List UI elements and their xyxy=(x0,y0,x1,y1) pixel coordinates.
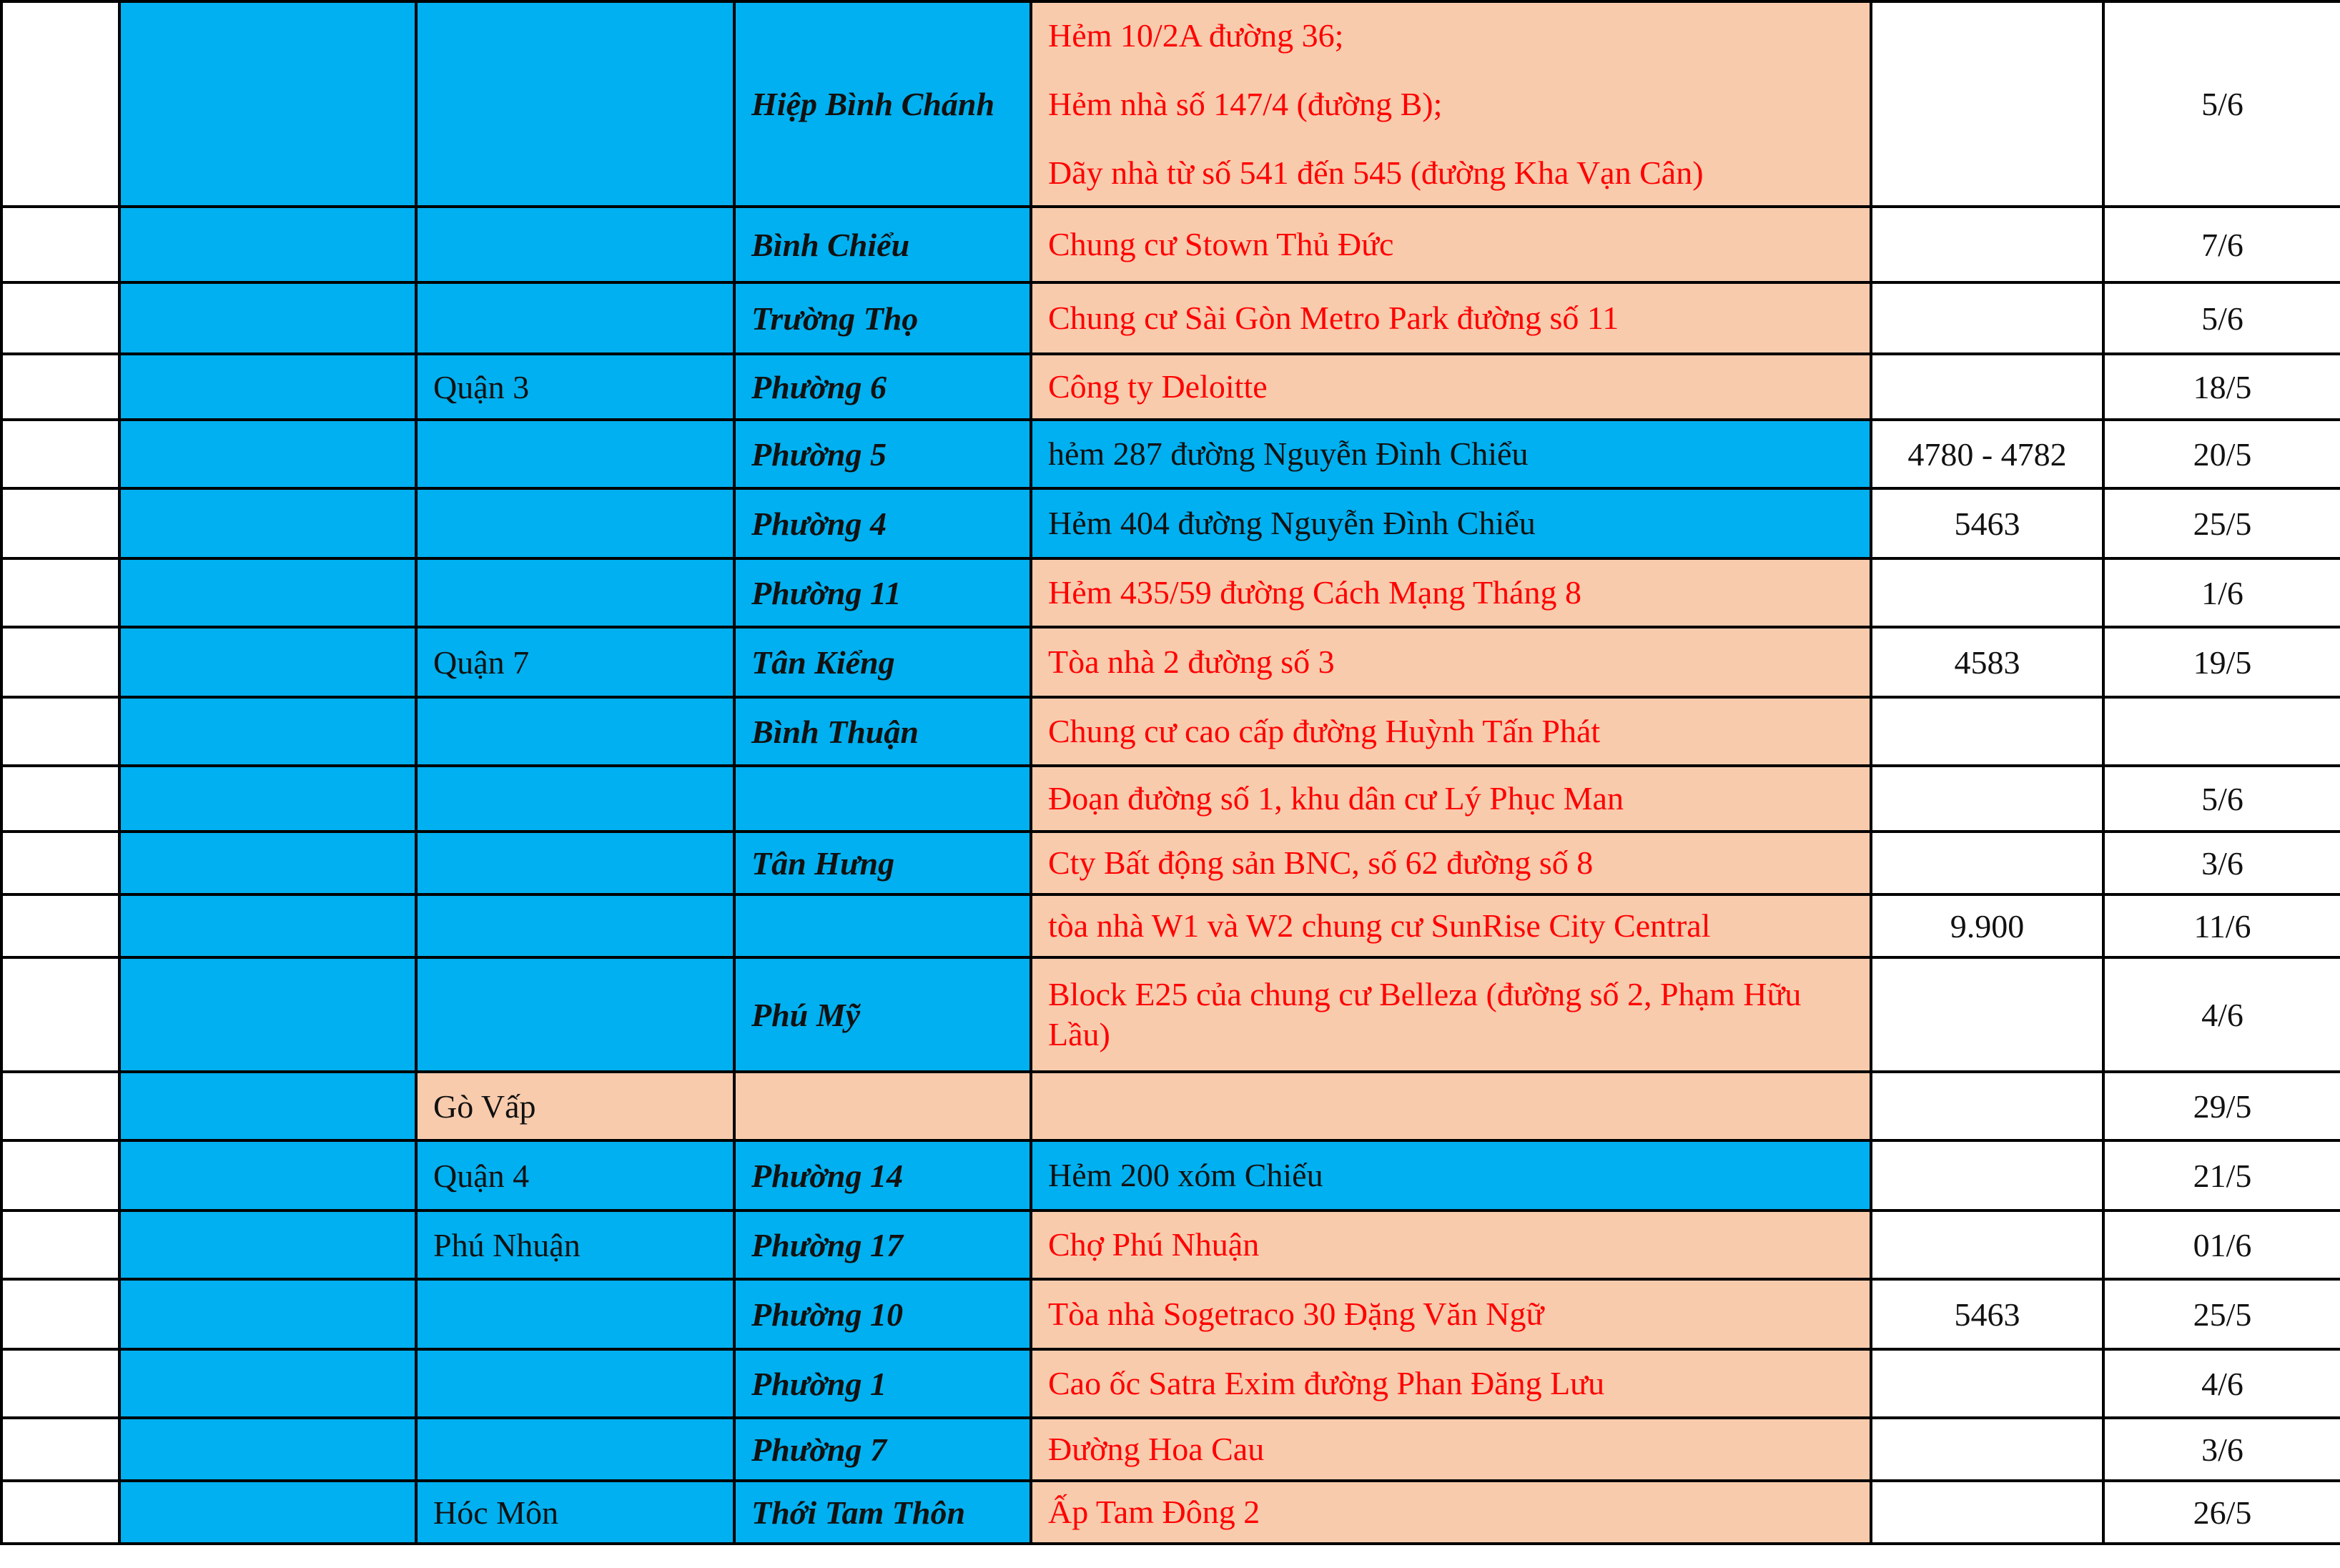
address-cell xyxy=(1031,1481,1871,1544)
date-cell: 1/6 xyxy=(2103,558,2340,627)
province-cell xyxy=(119,697,416,766)
index-cell xyxy=(1,957,119,1072)
address-cell xyxy=(1031,354,1871,420)
date-cell: 29/5 xyxy=(2103,1072,2340,1140)
district-cell xyxy=(416,420,734,488)
address-line: Đoạn đường số 1, khu dân cư Lý Phục Man xyxy=(1048,780,1624,817)
table-row xyxy=(1,1072,2340,1140)
address-cell xyxy=(1031,207,1871,282)
index-cell xyxy=(1,1072,119,1140)
date-cell: 3/6 xyxy=(2103,832,2340,894)
district-cell xyxy=(416,697,734,766)
index-cell xyxy=(1,1140,119,1210)
address-cell xyxy=(1031,894,1871,957)
table-row xyxy=(1,207,2340,282)
address-cell xyxy=(1031,282,1871,354)
province-cell xyxy=(119,1481,416,1544)
case-number-cell xyxy=(1871,282,2103,354)
district-cell xyxy=(416,1,734,207)
date-cell: 5/6 xyxy=(2103,1,2340,207)
table-row xyxy=(1,1481,2340,1544)
province-cell xyxy=(119,558,416,627)
province-cell xyxy=(119,420,416,488)
case-number-cell xyxy=(1871,766,2103,832)
ward-cell: Tân Kiểng xyxy=(734,627,1031,697)
case-number-cell xyxy=(1871,1072,2103,1140)
province-cell xyxy=(119,207,416,282)
address-line: Chung cư cao cấp đường Huỳnh Tấn Phát xyxy=(1048,713,1601,749)
table-row xyxy=(1,282,2340,354)
date-cell: 26/5 xyxy=(2103,1481,2340,1544)
ward-cell: Hiệp Bình Chánh xyxy=(734,1,1031,207)
index-cell xyxy=(1,1349,119,1418)
district-cell xyxy=(416,894,734,957)
table-row xyxy=(1,957,2340,1072)
address-line: Dãy nhà từ số 541 đến 545 (đường Kha Vạn Cân) xyxy=(1048,154,1704,191)
province-cell xyxy=(119,488,416,558)
district-cell xyxy=(416,957,734,1072)
table-row xyxy=(1,488,2340,558)
district-cell: Hóc Môn xyxy=(416,1481,734,1544)
case-number-cell xyxy=(1871,1349,2103,1418)
address-cell xyxy=(1031,1279,1871,1349)
case-number-cell xyxy=(1871,558,2103,627)
district-cell xyxy=(416,558,734,627)
ward-cell: Tân Hưng xyxy=(734,832,1031,894)
case-number-cell: 5463 xyxy=(1871,1279,2103,1349)
date-cell: 21/5 xyxy=(2103,1140,2340,1210)
ward-cell: Phường 14 xyxy=(734,1140,1031,1210)
ward-cell: Bình Chiểu xyxy=(734,207,1031,282)
address-line: Ấp Tam Đông 2 xyxy=(1048,1494,1260,1530)
province-cell xyxy=(119,354,416,420)
case-number-cell xyxy=(1871,1,2103,207)
district-cell xyxy=(416,282,734,354)
date-cell: 3/6 xyxy=(2103,1418,2340,1481)
date-cell: 25/5 xyxy=(2103,488,2340,558)
table-row xyxy=(1,766,2340,832)
index-cell xyxy=(1,488,119,558)
address-cell xyxy=(1031,627,1871,697)
district-cell xyxy=(416,207,734,282)
address-line: Hẻm 200 xóm Chiếu xyxy=(1048,1157,1323,1193)
case-number-cell xyxy=(1871,1140,2103,1210)
date-cell: 4/6 xyxy=(2103,957,2340,1072)
address-line: tòa nhà W1 và W2 chung cư SunRise City Central xyxy=(1048,907,1711,944)
ward-cell: Phường 10 xyxy=(734,1279,1031,1349)
address-cell xyxy=(1031,558,1871,627)
address-cell xyxy=(1031,957,1871,1072)
address-cell xyxy=(1031,1418,1871,1481)
ward-cell: Phường 6 xyxy=(734,354,1031,420)
table-row xyxy=(1,1,2340,207)
address-line: Cao ốc Satra Exim đường Phan Đăng Lưu xyxy=(1048,1365,1605,1401)
case-number-cell: 4583 xyxy=(1871,627,2103,697)
case-number-cell xyxy=(1871,832,2103,894)
date-cell: 01/6 xyxy=(2103,1210,2340,1279)
address-cell xyxy=(1031,1140,1871,1210)
address-line: Công ty Deloitte xyxy=(1048,368,1268,405)
district-cell: Gò Vấp xyxy=(416,1072,734,1140)
ward-cell: Phường 1 xyxy=(734,1349,1031,1418)
address-cell xyxy=(1031,1072,1871,1140)
ward-cell: Thới Tam Thôn xyxy=(734,1481,1031,1544)
address-cell xyxy=(1031,488,1871,558)
district-cell: Phú Nhuận xyxy=(416,1210,734,1279)
table-row xyxy=(1,832,2340,894)
address-line: hẻm 287 đường Nguyễn Đình Chiểu xyxy=(1048,435,1529,472)
address-cell xyxy=(1031,420,1871,488)
address-line: Chợ Phú Nhuận xyxy=(1048,1226,1260,1263)
date-cell: 20/5 xyxy=(2103,420,2340,488)
ward-cell: Phường 17 xyxy=(734,1210,1031,1279)
address-cell xyxy=(1031,1349,1871,1418)
index-cell xyxy=(1,207,119,282)
province-cell xyxy=(119,1140,416,1210)
ward-cell xyxy=(734,894,1031,957)
district-cell xyxy=(416,1418,734,1481)
province-cell xyxy=(119,957,416,1072)
province-cell xyxy=(119,1210,416,1279)
table-row xyxy=(1,1418,2340,1481)
date-cell: 5/6 xyxy=(2103,282,2340,354)
index-cell xyxy=(1,627,119,697)
case-number-cell xyxy=(1871,207,2103,282)
district-cell xyxy=(416,766,734,832)
district-cell: Quận 3 xyxy=(416,354,734,420)
date-cell: 18/5 xyxy=(2103,354,2340,420)
province-cell xyxy=(119,766,416,832)
index-cell xyxy=(1,1210,119,1279)
case-number-cell xyxy=(1871,957,2103,1072)
date-cell: 5/6 xyxy=(2103,766,2340,832)
ward-cell: Bình Thuận xyxy=(734,697,1031,766)
date-cell: 7/6 xyxy=(2103,207,2340,282)
case-number-cell xyxy=(1871,697,2103,766)
index-cell xyxy=(1,1,119,207)
case-number-cell xyxy=(1871,1418,2103,1481)
index-cell xyxy=(1,558,119,627)
address-cell xyxy=(1031,697,1871,766)
address-line: Hẻm 435/59 đường Cách Mạng Tháng 8 xyxy=(1048,574,1581,611)
table-row xyxy=(1,1279,2340,1349)
table-row xyxy=(1,558,2340,627)
district-cell xyxy=(416,1349,734,1418)
index-cell xyxy=(1,282,119,354)
district-cell xyxy=(416,488,734,558)
province-cell xyxy=(119,1349,416,1418)
ward-cell: Trường Thọ xyxy=(734,282,1031,354)
date-cell: 11/6 xyxy=(2103,894,2340,957)
case-number-cell: 5463 xyxy=(1871,488,2103,558)
province-cell xyxy=(119,832,416,894)
ward-cell: Phú Mỹ xyxy=(734,957,1031,1072)
date-cell: 19/5 xyxy=(2103,627,2340,697)
province-cell xyxy=(119,282,416,354)
index-cell xyxy=(1,420,119,488)
address-line: Tòa nhà 2 đường số 3 xyxy=(1048,644,1335,680)
address-line: Chung cư Sài Gòn Metro Park đường số 11 xyxy=(1048,300,1619,336)
province-cell xyxy=(119,1,416,207)
province-cell xyxy=(119,1418,416,1481)
table-row xyxy=(1,354,2340,420)
address-line: Hẻm 10/2A đường 36; xyxy=(1048,16,1344,54)
case-number-cell: 4780 - 4782 xyxy=(1871,420,2103,488)
address-line: Chung cư Stown Thủ Đức xyxy=(1048,226,1394,262)
ward-cell xyxy=(734,766,1031,832)
case-number-cell xyxy=(1871,354,2103,420)
ward-cell xyxy=(734,1072,1031,1140)
table-row xyxy=(1,697,2340,766)
province-cell xyxy=(119,627,416,697)
address-line: Cty Bất động sản BNC, số 62 đường số 8 xyxy=(1048,844,1594,881)
case-number-cell: 9.900 xyxy=(1871,894,2103,957)
province-cell xyxy=(119,1279,416,1349)
index-cell xyxy=(1,766,119,832)
table-row xyxy=(1,420,2340,488)
district-cell: Quận 7 xyxy=(416,627,734,697)
address-cell xyxy=(1031,766,1871,832)
district-cell: Quận 4 xyxy=(416,1140,734,1210)
index-cell xyxy=(1,1418,119,1481)
table-row xyxy=(1,1349,2340,1418)
address-line: Hẻm 404 đường Nguyễn Đình Chiểu xyxy=(1048,505,1536,541)
table-row xyxy=(1,1210,2340,1279)
ward-cell: Phường 5 xyxy=(734,420,1031,488)
index-cell xyxy=(1,697,119,766)
address-cell xyxy=(1031,832,1871,894)
table-row xyxy=(1,894,2340,957)
address-line: Hẻm nhà số 147/4 (đường B); xyxy=(1048,85,1443,122)
date-cell: 25/5 xyxy=(2103,1279,2340,1349)
district-cell xyxy=(416,832,734,894)
ward-cell: Phường 4 xyxy=(734,488,1031,558)
table-row xyxy=(1,1140,2340,1210)
index-cell xyxy=(1,1481,119,1544)
district-cell xyxy=(416,1279,734,1349)
date-cell xyxy=(2103,697,2340,766)
address-line: Đường Hoa Cau xyxy=(1048,1431,1265,1467)
case-number-cell xyxy=(1871,1210,2103,1279)
address-line: Block E25 của chung cư Belleza (đường số 2, Phạm Hữu Lầu) xyxy=(1048,976,1802,1052)
address-cell xyxy=(1031,1,1871,207)
province-cell xyxy=(119,894,416,957)
table-row xyxy=(1,627,2340,697)
address-line: Tòa nhà Sogetraco 30 Đặng Văn Ngữ xyxy=(1048,1296,1544,1332)
index-cell xyxy=(1,1279,119,1349)
ward-cell: Phường 7 xyxy=(734,1418,1031,1481)
index-cell xyxy=(1,354,119,420)
province-cell xyxy=(119,1072,416,1140)
date-cell: 4/6 xyxy=(2103,1349,2340,1418)
index-cell xyxy=(1,832,119,894)
case-number-cell xyxy=(1871,1481,2103,1544)
address-cell xyxy=(1031,1210,1871,1279)
ward-cell: Phường 11 xyxy=(734,558,1031,627)
index-cell xyxy=(1,894,119,957)
